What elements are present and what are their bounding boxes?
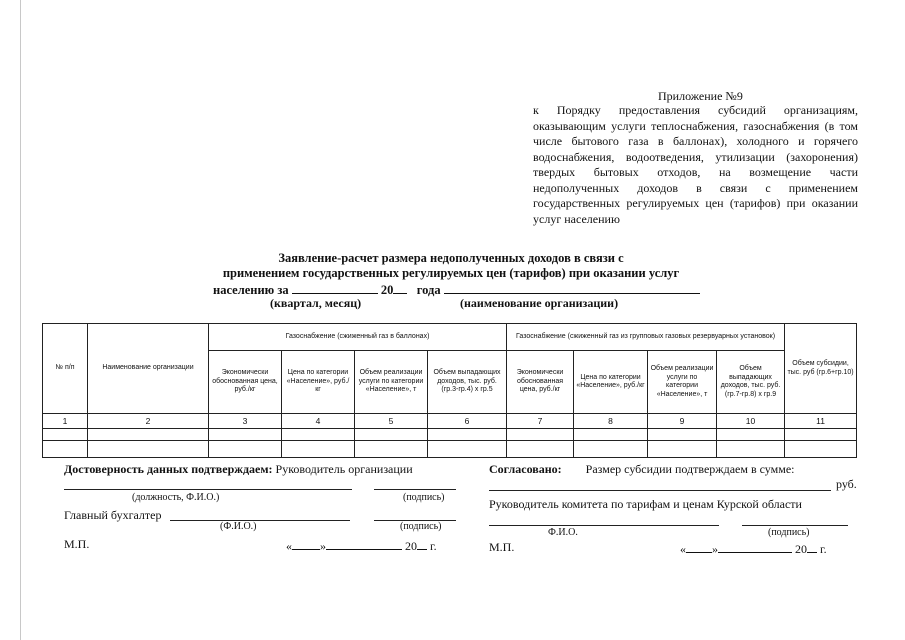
agreed-line (489, 462, 794, 477)
confirm-text: Руководитель организации (275, 462, 413, 476)
date-year-right: 20 (795, 542, 807, 556)
date-line-right (680, 540, 827, 557)
table-cell[interactable] (43, 429, 88, 441)
table-header-row (43, 324, 857, 351)
month-blank[interactable] (326, 537, 402, 550)
table-cell[interactable] (507, 429, 574, 441)
organization-blank[interactable] (444, 281, 700, 294)
table-cell[interactable] (717, 429, 785, 441)
currency-label: руб. (836, 477, 857, 491)
committee-signature-line[interactable] (742, 525, 848, 526)
stamp-label: М.П. (64, 537, 90, 551)
caption-signature-2: (подпись) (400, 521, 442, 532)
column-number: 9 (648, 414, 717, 429)
header-group-reservoirs: Газоснабжение (сжиженный газ из групповых газовых резервуарных установок) (507, 324, 785, 351)
header-organization: Наименование организации (88, 324, 209, 414)
year-suffix: года (416, 283, 441, 297)
appendix-reference: к Порядку предоставления субсидий организациям, оказывающим услуги теплоснабжения, газоснабжения (в том числе бытового газа в баллонах), холодного и горячего водоснабжения, водоотведения, утилизации (захоронения) твердых бытовых отходов, на возмещение части недополученных доходов в связи с применением государственных регулируемых цен (тарифов) при оказании услуг населению (533, 103, 858, 226)
accountant-label: Главный бухгалтер (64, 508, 162, 522)
year-blank[interactable] (393, 281, 407, 294)
column-number: 2 (88, 414, 209, 429)
subheader-cell: Объем реализации услуги по категории «Население», т (355, 351, 428, 414)
table-cell[interactable] (785, 441, 857, 458)
header-group-cylinders: Газоснабжение (сжиженный газ в баллонах) (209, 324, 507, 351)
year-digits-blank[interactable] (417, 537, 427, 550)
table-cell[interactable] (43, 441, 88, 458)
accountant-name-line[interactable] (170, 520, 350, 521)
calculation-table (42, 323, 857, 458)
table-row (43, 429, 857, 441)
date-suffix: г. (430, 539, 437, 553)
table-cell[interactable] (209, 429, 282, 441)
organization-caption: (наименование организации) (460, 296, 619, 310)
table-row (43, 441, 857, 458)
table-cell[interactable] (355, 441, 428, 458)
table-cell[interactable] (428, 441, 507, 458)
table-cell[interactable] (574, 429, 648, 441)
date-close-quote-right: » (712, 542, 718, 556)
position-signature-line[interactable] (64, 489, 352, 490)
date-open-quote-right: « (680, 542, 686, 556)
subheader-cell: Объем выпадающих доходов, тыс. руб. (гр.3-гр.4) х гр.5 (428, 351, 507, 414)
period-prefix: населению за (213, 283, 289, 297)
day-blank-right[interactable] (686, 540, 712, 553)
subheader-cell: Цена по категории «Население», руб./кг (282, 351, 355, 414)
caption-signature: (подпись) (403, 492, 445, 503)
column-number: 10 (717, 414, 785, 429)
date-year: 20 (405, 539, 417, 553)
table-cell[interactable] (428, 429, 507, 441)
period-caption: (квартал, месяц) (270, 296, 362, 310)
appendix-title: Приложение №9 (658, 89, 743, 103)
committee-name-line[interactable] (489, 525, 719, 526)
date-suffix-right: г. (820, 542, 827, 556)
date-close-quote: » (320, 539, 326, 553)
column-number: 6 (428, 414, 507, 429)
table-cell[interactable] (574, 441, 648, 458)
year-prefix: 20 (380, 283, 394, 297)
month-blank-right[interactable] (718, 540, 792, 553)
table-cell[interactable] (88, 441, 209, 458)
subsidy-amount-line[interactable] (489, 490, 831, 491)
caption-signature-right: (подпись) (768, 527, 810, 538)
table-cell[interactable] (282, 441, 355, 458)
subheader-cell: Цена по категории «Население», руб./кг (574, 351, 648, 414)
subheader-cell: Объем выпадающих доходов, тыс. руб.(гр.7-гр.8) х гр.9 (717, 351, 785, 414)
committee-text: Руководитель комитета по тарифам и ценам Курской области (489, 497, 802, 511)
subheader-cell: Объем реализации услуги по категории «Население», т (648, 351, 717, 414)
table-cell[interactable] (717, 441, 785, 458)
column-number: 3 (209, 414, 282, 429)
table-cell[interactable] (209, 441, 282, 458)
header-no: № п/п (43, 324, 88, 414)
column-number: 11 (785, 414, 857, 429)
table-cell[interactable] (355, 429, 428, 441)
header-subsidy: Объем субсидии, тыс. руб (гр.6+гр.10) (785, 324, 857, 414)
period-blank[interactable] (292, 281, 378, 294)
date-line (286, 537, 437, 554)
column-number: 8 (574, 414, 648, 429)
column-number: 1 (43, 414, 88, 429)
title-line-1: Заявление-расчет размера недополученных доходов в связи с (278, 251, 624, 265)
caption-position: (должность, Ф.И.О.) (132, 492, 220, 503)
title-line-2: применением государственных регулируемых цен (тарифов) при оказании услуг (222, 266, 680, 280)
agreed-label: Согласовано: (489, 462, 562, 476)
caption-fio: (Ф.И.О.) (220, 521, 257, 532)
stamp-label-right: М.П. (489, 540, 515, 554)
subheader-cell: Экономически обоснованная цена, руб./кг (507, 351, 574, 414)
signature-line[interactable] (374, 489, 456, 490)
table-cell[interactable] (785, 429, 857, 441)
column-numbers-row (43, 414, 857, 429)
agreed-text: Размер субсидии подтверждаем в сумме: (585, 462, 795, 476)
table-cell[interactable] (648, 429, 717, 441)
column-number: 7 (507, 414, 574, 429)
page-left-edge (20, 0, 21, 640)
confirm-label: Достоверность данных подтверждаем: (64, 462, 273, 476)
table-cell[interactable] (507, 441, 574, 458)
caption-fio-right: Ф.И.О. (548, 527, 578, 538)
date-open-quote: « (286, 539, 292, 553)
table-cell[interactable] (648, 441, 717, 458)
table-cell[interactable] (282, 429, 355, 441)
document-title (196, 251, 706, 281)
day-blank[interactable] (292, 537, 320, 550)
subheader-cell: Экономически обоснованная цена, руб./кг (209, 351, 282, 414)
column-number: 5 (355, 414, 428, 429)
column-number: 4 (282, 414, 355, 429)
confirm-line (64, 462, 413, 477)
year-digits-blank-right[interactable] (807, 540, 817, 553)
table-cell[interactable] (88, 429, 209, 441)
